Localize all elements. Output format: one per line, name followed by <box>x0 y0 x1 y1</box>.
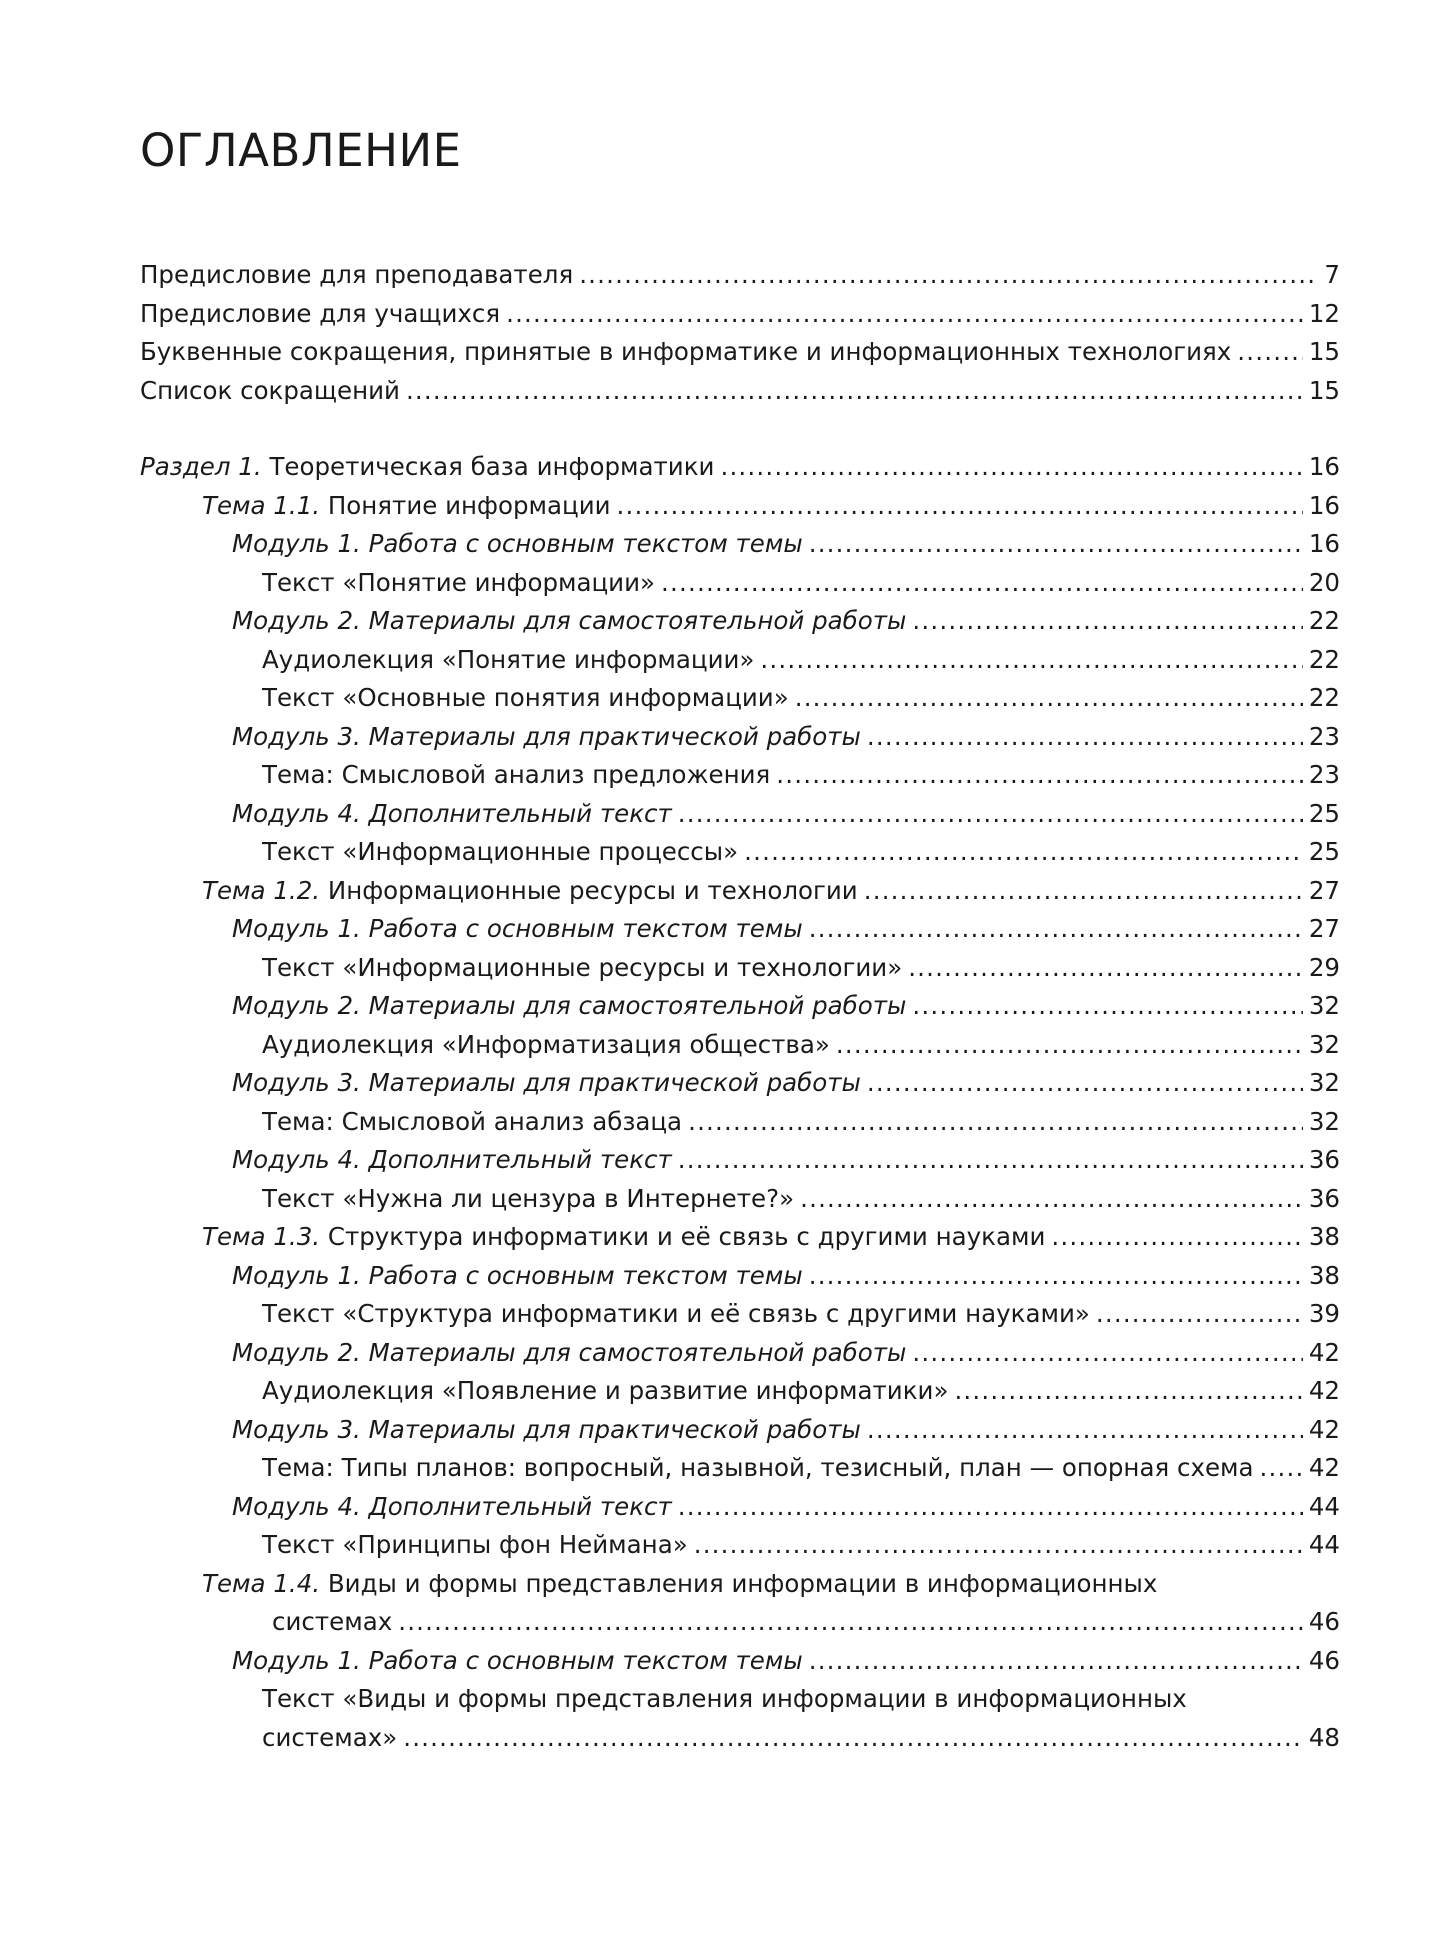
dot-leader <box>800 1180 1303 1219</box>
dot-leader <box>867 718 1303 757</box>
toc-entry-title: Модуль 4. Дополнительный текст <box>232 1491 672 1521</box>
dot-leader <box>836 1026 1303 1065</box>
toc-text-entry[interactable] <box>140 833 1340 872</box>
toc-topic-entry[interactable] <box>140 872 1340 911</box>
toc-entry-title: Предисловие для учащихся <box>140 298 501 328</box>
topic-title: Виды и формы представления информации в информационных <box>327 1568 1158 1598</box>
toc-page-number: 20 <box>1308 567 1340 597</box>
toc-page-number: 36 <box>1308 1145 1340 1174</box>
toc-entry-title: Модуль 3. Материалы для практической работы <box>232 1068 861 1097</box>
toc-text-entry[interactable] <box>140 1372 1340 1411</box>
dot-leader <box>579 256 1318 295</box>
dot-leader <box>954 1372 1302 1411</box>
toc-page-number: 39 <box>1308 1299 1340 1328</box>
dot-leader <box>661 564 1303 603</box>
toc-page-number: 12 <box>1308 298 1340 328</box>
toc-page-number: 32 <box>1308 1106 1340 1136</box>
toc-page-number: 36 <box>1308 1183 1340 1213</box>
toc-page-number: 32 <box>1308 1029 1340 1059</box>
toc-text-entry[interactable] <box>140 1526 1340 1565</box>
toc-page-number: 29 <box>1308 952 1340 982</box>
dot-leader <box>406 372 1303 411</box>
toc-entry[interactable] <box>140 372 1340 411</box>
toc-page-number: 44 <box>1308 1491 1340 1521</box>
toc-topic-entry[interactable] <box>140 487 1340 526</box>
dot-leader <box>867 1064 1303 1103</box>
toc-entry-title: Текст «Принципы фон Неймана» <box>262 1530 688 1559</box>
toc-module-entry[interactable] <box>140 1411 1340 1450</box>
toc-page-number: 48 <box>1308 1722 1340 1752</box>
toc-module-entry[interactable] <box>140 1141 1340 1180</box>
toc-page-number: 22 <box>1308 644 1340 674</box>
dot-leader <box>809 525 1303 564</box>
toc-page-number: 23 <box>1308 721 1340 751</box>
section-title: Теоретическая база информатики <box>269 452 715 481</box>
dot-leader <box>912 987 1302 1026</box>
toc-entry-title: Текст «Основные понятия информации» <box>262 683 789 712</box>
topic-prefix: Тема 1.3. <box>202 1222 321 1251</box>
toc-entry-title: Модуль 2. Материалы для самостоятельной работы <box>232 606 907 635</box>
toc-entry-title: Буквенные сокращения, принятые в информатике и информационных технологиях <box>140 337 1232 366</box>
toc-entry-title <box>202 487 611 526</box>
dot-leader <box>912 602 1302 641</box>
toc-module-entry[interactable] <box>140 1488 1340 1527</box>
topic-prefix: Тема 1.1. <box>202 490 321 520</box>
toc-topic-entry[interactable] <box>140 1565 1340 1642</box>
toc-text-entry[interactable] <box>140 1103 1340 1142</box>
dot-leader <box>403 1719 1303 1758</box>
toc-page-number: 25 <box>1308 798 1340 828</box>
toc-entry-title: Текст «Информационные процессы» <box>262 837 739 866</box>
toc-section-entry[interactable] <box>140 448 1340 487</box>
dot-leader <box>809 1642 1303 1681</box>
toc-page-number: 42 <box>1308 1414 1340 1444</box>
table-of-contents <box>140 256 1340 1757</box>
toc-module-entry[interactable] <box>140 987 1340 1026</box>
toc-entry-title: Текст «Структура информатики и её связь с другими науками» <box>262 1299 1090 1328</box>
toc-entry-title: Модуль 2. Материалы для самостоятельной работы <box>232 991 907 1020</box>
toc-page-number: 32 <box>1308 991 1340 1020</box>
toc-entry-title: Модуль 1. Работа с основным текстом темы <box>232 1645 803 1675</box>
toc-text-entry[interactable] <box>140 1180 1340 1219</box>
toc-module-entry[interactable] <box>140 602 1340 641</box>
toc-page-number: 46 <box>1308 1645 1340 1675</box>
toc-text-entry[interactable] <box>140 1295 1340 1334</box>
dot-leader <box>398 1603 1303 1642</box>
toc-page-number: 15 <box>1308 337 1340 366</box>
topic-prefix: Тема 1.4. <box>202 1568 321 1598</box>
toc-page-number: 44 <box>1308 1530 1340 1559</box>
toc-page-number: 27 <box>1308 875 1340 905</box>
toc-entry-title: Тема: Типы планов: вопросный, назывной, тезисный, план — опорная схема <box>262 1453 1254 1482</box>
toc-text-entry[interactable] <box>140 1680 1340 1757</box>
toc-entry-title: Список сокращений <box>140 375 400 405</box>
toc-page-number: 42 <box>1308 1376 1340 1405</box>
toc-entry-title: системах» <box>262 1722 398 1752</box>
toc-page-number: 22 <box>1308 683 1340 712</box>
dot-leader <box>688 1103 1303 1142</box>
toc-page-number: 25 <box>1308 837 1340 866</box>
topic-title: Структура информатики и её связь с другими науками <box>327 1222 1046 1251</box>
toc-page-number: 38 <box>1308 1222 1340 1251</box>
dot-leader <box>760 641 1302 680</box>
page-title: ОГЛАВЛЕНИЕ <box>140 124 462 177</box>
dot-leader <box>809 1257 1303 1296</box>
toc-page-number: 27 <box>1308 914 1340 943</box>
dot-leader <box>867 1411 1303 1450</box>
toc-module-entry[interactable] <box>140 1064 1340 1103</box>
toc-text-entry[interactable] <box>140 1449 1340 1488</box>
topic-title: Информационные ресурсы и технологии <box>327 875 858 905</box>
toc-entry-title-line: Текст «Виды и формы представления информации в информационных <box>262 1684 1187 1713</box>
toc-page-number: 32 <box>1308 1068 1340 1097</box>
dot-leader <box>678 1488 1303 1527</box>
toc-page-number: 16 <box>1308 490 1340 520</box>
toc-entry[interactable] <box>140 295 1340 334</box>
toc-entry-title: Модуль 1. Работа с основным текстом темы <box>232 914 803 943</box>
toc-module-entry[interactable] <box>140 1257 1340 1296</box>
toc-entry[interactable] <box>140 333 1340 372</box>
toc-entry-title <box>202 1218 1045 1257</box>
toc-text-entry[interactable] <box>140 949 1340 988</box>
toc-text-entry[interactable] <box>140 679 1340 718</box>
toc-text-entry[interactable] <box>140 1026 1340 1065</box>
toc-entry-title: системах <box>272 1607 393 1636</box>
toc-page-number: 23 <box>1308 760 1340 789</box>
toc-entry-title: Модуль 1. Работа с основным текстом темы <box>232 529 803 558</box>
toc-page-number: 7 <box>1324 260 1340 289</box>
toc-entry-title: Аудиолекция «Информатизация общества» <box>262 1029 830 1059</box>
dot-leader <box>809 910 1303 949</box>
dot-leader <box>864 872 1303 911</box>
toc-module-entry[interactable] <box>140 718 1340 757</box>
toc-page-number: 16 <box>1308 529 1340 558</box>
dot-leader <box>744 833 1303 872</box>
toc-module-entry[interactable] <box>140 1334 1340 1373</box>
toc-page-number: 38 <box>1308 1260 1340 1290</box>
toc-page-number: 16 <box>1308 452 1340 481</box>
dot-leader <box>506 295 1303 334</box>
toc-entry-title: Аудиолекция «Понятие информации» <box>262 644 755 674</box>
toc-module-entry[interactable] <box>140 795 1340 834</box>
toc-entry-title <box>202 872 858 911</box>
dot-leader <box>1260 1449 1303 1488</box>
toc-page-number: 46 <box>1308 1607 1340 1636</box>
toc-page-number: 15 <box>1308 375 1340 405</box>
dot-leader <box>912 1334 1302 1373</box>
dot-leader <box>1237 333 1303 372</box>
toc-entry-title: Модуль 3. Материалы для практической работы <box>232 1414 861 1444</box>
toc-text-entry[interactable] <box>140 641 1340 680</box>
dot-leader <box>617 487 1303 526</box>
toc-entry-title: Текст «Понятие информации» <box>262 567 656 597</box>
dot-leader <box>776 756 1303 795</box>
toc-entry-title: Предисловие для преподавателя <box>140 260 574 289</box>
toc-module-entry[interactable] <box>140 910 1340 949</box>
toc-entry-title: Текст «Информационные ресурсы и технологии» <box>262 952 903 982</box>
toc-page-number: 42 <box>1308 1453 1340 1482</box>
toc-topic-entry[interactable] <box>140 1218 1340 1257</box>
dot-leader <box>795 679 1303 718</box>
toc-entry-title: Аудиолекция «Появление и развитие информатики» <box>262 1376 949 1405</box>
toc-page-number: 42 <box>1308 1337 1340 1367</box>
section-prefix: Раздел 1. <box>140 452 262 481</box>
toc-entry-title: Тема: Смысловой анализ предложения <box>262 760 771 789</box>
toc-entry-title: Модуль 3. Материалы для практической работы <box>232 721 861 751</box>
dot-leader <box>908 949 1303 988</box>
toc-entry[interactable] <box>140 256 1340 295</box>
toc-entry-title-line <box>202 1565 1340 1604</box>
topic-title: Понятие информации <box>327 490 611 520</box>
dot-leader <box>678 1141 1303 1180</box>
toc-entry-title <box>140 448 714 487</box>
dot-leader <box>720 448 1302 487</box>
toc-page-number: 22 <box>1308 606 1340 635</box>
toc-entry-title: Модуль 2. Материалы для самостоятельной работы <box>232 1337 907 1367</box>
toc-text-entry[interactable] <box>140 564 1340 603</box>
dot-leader <box>678 795 1303 834</box>
toc-module-entry[interactable] <box>140 1642 1340 1681</box>
dot-leader <box>1096 1295 1303 1334</box>
toc-entry-title: Модуль 1. Работа с основным текстом темы <box>232 1260 803 1290</box>
toc-module-entry[interactable] <box>140 525 1340 564</box>
toc-entry-title: Текст «Нужна ли цензура в Интернете?» <box>262 1183 795 1213</box>
toc-entry-title: Тема: Смысловой анализ абзаца <box>262 1106 683 1136</box>
topic-prefix: Тема 1.2. <box>202 875 321 905</box>
toc-entry-title: Модуль 4. Дополнительный текст <box>232 1145 672 1174</box>
dot-leader <box>694 1526 1303 1565</box>
toc-entry-title: Модуль 4. Дополнительный текст <box>232 798 672 828</box>
dot-leader <box>1051 1218 1302 1257</box>
toc-text-entry[interactable] <box>140 756 1340 795</box>
